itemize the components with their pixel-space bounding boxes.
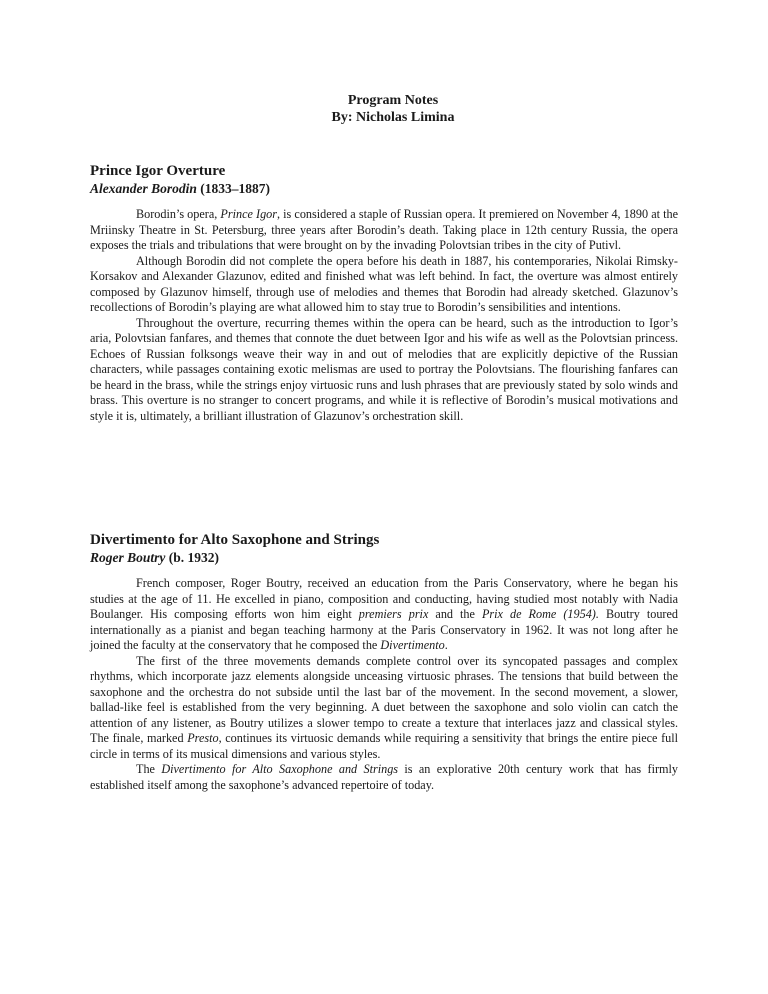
paragraph [90,316,678,425]
program-note-section [90,162,678,424]
page-title: Program Notes [347,93,439,108]
paragraph [90,207,678,254]
page-header [0,92,768,126]
text-run: Boutry toured internationally as a pianist and began teaching harmony at the Paris Conservatory in 1962. It was not long after he joined the faculty at the conservatory that he composed the [90,607,678,652]
italic-text: Divertimento [380,638,445,652]
piece-title: Divertimento for Alto Saxophone and Strings [90,532,380,548]
text-run: . [444,638,448,652]
text-run: Borodin’s opera, [136,207,221,221]
text-run: , continues its virtuosic demands while requiring a sensitivity that brings the entire piece full circle in terms of its musical dimensions and various styles. [90,731,678,761]
text-run: is an explorative 20th century work that has firmly established itself among the saxophone’s advanced repertoire of today. [90,762,678,792]
italic-text: Prix de Rome (1954). [481,607,599,621]
composer-line [90,549,678,566]
paragraph [90,254,678,316]
paragraph [90,762,678,793]
italic-text: premiers prix [358,607,429,621]
composer-name: Roger Boutry [90,550,166,565]
italic-text: Prince Igor [220,207,278,221]
byline: By: Nicholas Limina [331,110,455,125]
composer-line [90,180,678,197]
text-run: The [136,762,162,776]
text-run: , is considered a staple of Russian opera. It premiered on November 4, 1890 at the Mriinsky Theatre in St. Petersburg, three years after Borodin’s death. Taking place in 12th century Russia, the opera exposes the trials and tribulations that were brought on by the invading Polovtsian tribes in the city of Putivl. [90,207,678,252]
italic-text: Divertimento for Alto Saxophone and Strings [161,762,399,776]
paragraph [90,576,678,654]
piece-title: Prince Igor Overture [90,163,226,179]
italic-text: Presto [187,731,219,745]
program-note-section [90,531,678,793]
text-run: and the [428,607,482,621]
text-run: The first of the three movements demands complete control over its syncopated passages and complex rhythms, which incorporate jazz elements alongside unceasing virtuosic phrases. The tensions that build between the saxophone and the orchestra do not subside until the last bar of the movement. In the second movement, a slower, ballad-like feel is established from the very beginning. A duet between the saxophone and solo violin can catch the attention of any listener, as Boutry utilizes a slower tempo to create a texture that interlaces jazz and classical styles. The finale, marked [90,653,678,745]
composer-dates: (1833–1887) [200,181,271,196]
text-run: Throughout the overture, recurring themes within the opera can be heard, such as the introduction to Igor’s aria, Polovtsian fanfares, and themes that connote the duet between Igor and his wife as well as the Polovtsian princess. Echoes of Russian folksongs weave their way in and out of melodies that are explicitly depictive of the Russian characters, while passages containing exotic melismas are used to portray the Polovtsians. The flourishing fanfares can be heard in the brass, while the strings enjoy virtuosic runs and lush phrases that are previously stated by solo winds and brass. This overture is no stranger to concert programs, and while it is reflective of Borodin’s musical motivations and style it is, ultimately, a brilliant illustration of Glazunov’s orchestration skill. [90,315,678,423]
composer-name: Alexander Borodin [90,181,197,196]
paragraph [90,654,678,763]
section-body [90,576,678,793]
text-run: Although Borodin did not complete the opera before his death in 1887, his contemporaries, Nikolai Rimsky-Korsakov and Alexander Glazunov, edited and finished what was left behind. In fact, the overture was almost entirely composed by Glazunov himself, through use of melodies and themes that Borodin had already sketched. Glazunov’s recollections of Borodin’s playing are what allowed him to stay true to Borodin’s sensibilities and intentions. [90,253,678,314]
composer-dates: (b. 1932) [168,550,220,565]
section-body [90,207,678,424]
text-run: French composer, Roger Boutry, received an education from the Paris Conservatory, where he began his studies at the age of 11. He excelled in piano, composition and conducting, having studied most notably with Nadia Boulanger. His composing efforts won him eight [90,576,678,621]
